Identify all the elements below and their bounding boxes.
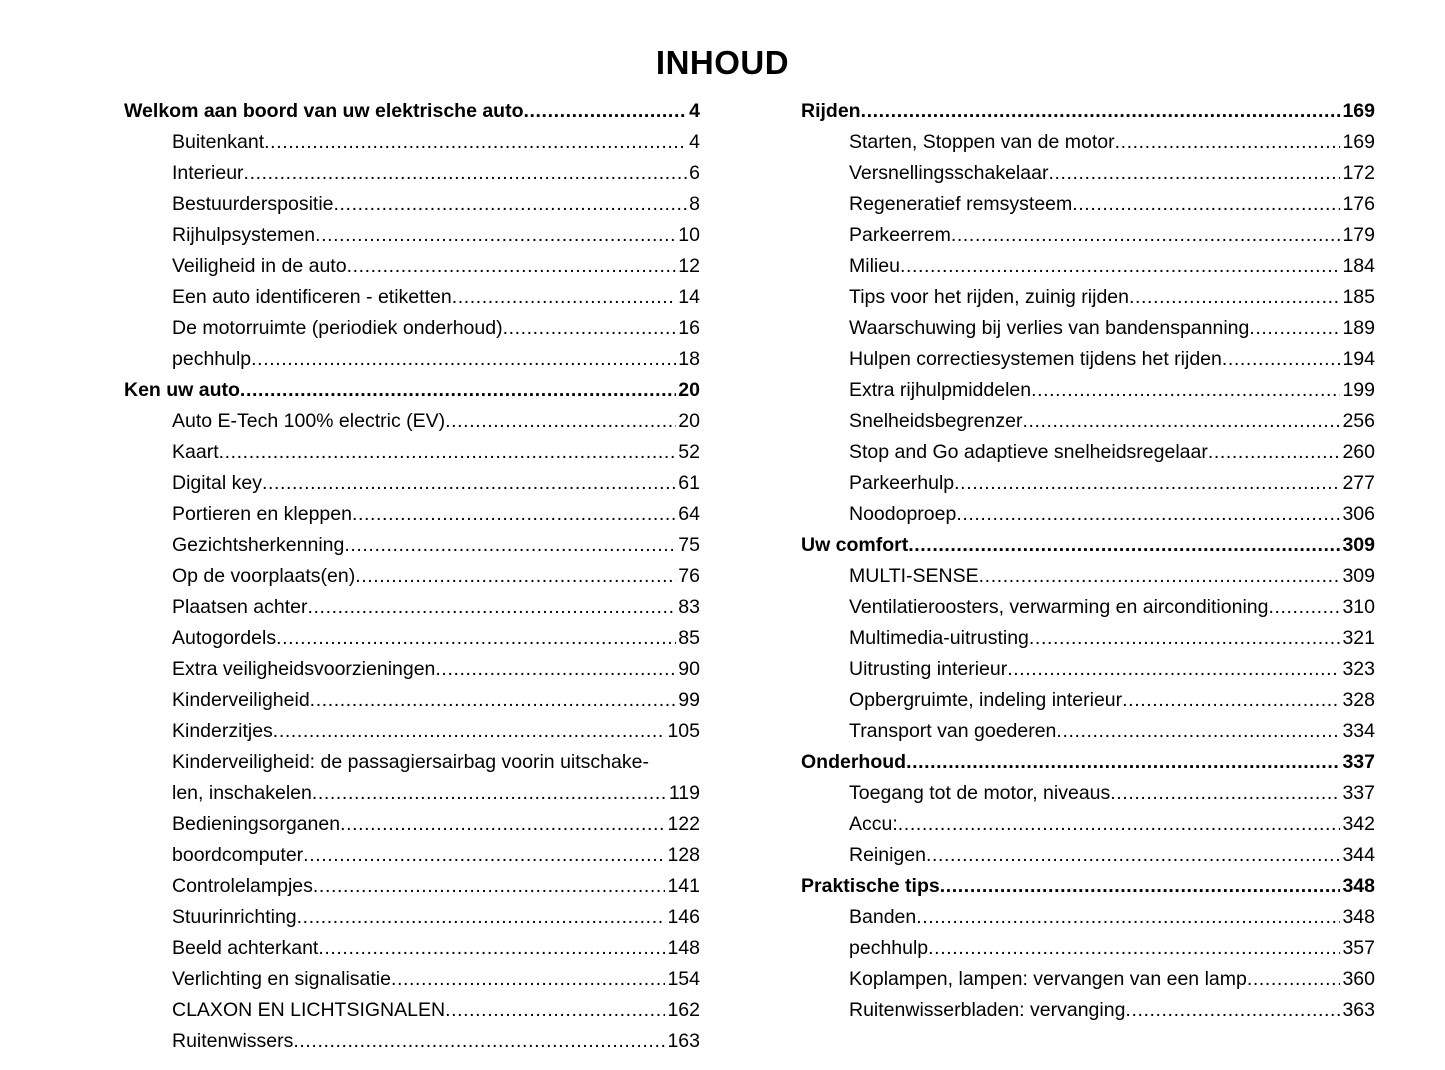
dot-leader bbox=[445, 1001, 665, 1021]
toc-entry-page-number: 20 bbox=[678, 410, 700, 432]
toc-entry-label: Controlelampjes bbox=[172, 875, 313, 897]
dot-leader bbox=[1125, 1001, 1340, 1021]
dot-leader bbox=[954, 474, 1340, 494]
toc-entry-label: Buitenkant bbox=[172, 131, 265, 153]
dot-leader bbox=[1208, 443, 1341, 463]
toc-sub-entry[interactable] bbox=[124, 561, 700, 592]
dot-leader bbox=[313, 877, 666, 897]
dot-leader bbox=[900, 257, 1341, 277]
toc-entry-label: Regeneratief remsysteem bbox=[849, 193, 1073, 215]
toc-entry-label: Een auto identificeren - etiketten bbox=[172, 286, 452, 308]
toc-entry-page-number: 194 bbox=[1342, 348, 1375, 370]
toc-sub-entry[interactable] bbox=[124, 1026, 700, 1057]
dot-leader bbox=[308, 598, 677, 618]
toc-entry-page-number: 18 bbox=[678, 348, 700, 370]
toc-section-entry[interactable] bbox=[124, 96, 700, 127]
toc-sub-entry[interactable] bbox=[124, 685, 700, 716]
toc-entry-page-number: 310 bbox=[1342, 596, 1375, 618]
toc-entry-label: Rijhulpsystemen bbox=[172, 224, 316, 246]
dot-leader bbox=[928, 939, 1340, 959]
dot-leader bbox=[251, 350, 676, 370]
toc-sub-entry[interactable] bbox=[801, 251, 1375, 282]
toc-entry-page-number: 277 bbox=[1342, 472, 1375, 494]
toc-entry-page-number: 169 bbox=[1342, 131, 1375, 153]
toc-sub-entry[interactable] bbox=[801, 561, 1375, 592]
dot-leader bbox=[352, 505, 676, 525]
toc-entry-label: Toegang tot de motor, niveaus bbox=[849, 782, 1111, 804]
dot-leader bbox=[435, 660, 676, 680]
dot-leader bbox=[1122, 691, 1340, 711]
toc-entry-label: MULTI-SENSE bbox=[849, 565, 979, 587]
toc-entry-page-number: 363 bbox=[1342, 999, 1375, 1021]
toc-entry-page-number: 99 bbox=[678, 689, 700, 711]
dot-leader bbox=[293, 1032, 665, 1052]
toc-sub-entry[interactable] bbox=[124, 158, 700, 189]
toc-entry-page-number: 169 bbox=[1342, 100, 1375, 122]
toc-sub-entry[interactable] bbox=[124, 654, 700, 685]
toc-entry-page-number: 337 bbox=[1342, 782, 1375, 804]
toc-column-right bbox=[722, 96, 1445, 1026]
dot-leader bbox=[916, 908, 1340, 928]
toc-sub-entry[interactable] bbox=[801, 344, 1375, 375]
toc-entry-page-number: 184 bbox=[1342, 255, 1375, 277]
toc-entry-label: Op de voorplaats(en) bbox=[172, 565, 356, 587]
toc-entry-label: Hulpen correctiesystemen tijdens het rijden bbox=[849, 348, 1222, 370]
toc-entry-page-number: 85 bbox=[678, 627, 700, 649]
dot-leader bbox=[310, 691, 677, 711]
toc-entry-label: Ruitenwisserbladen: vervanging bbox=[849, 999, 1126, 1021]
toc-entry-label: pechhulp bbox=[172, 348, 252, 370]
toc-entry-label: Banden bbox=[849, 906, 917, 928]
toc-entry-label: Accu: bbox=[849, 813, 898, 835]
toc-entry-label: Versnellingsschakelaar bbox=[849, 162, 1049, 184]
toc-entry-label: pechhulp bbox=[849, 937, 929, 959]
toc-entry-label: Tips voor het rijden, zuinig rijden bbox=[849, 286, 1129, 308]
toc-entry-page-number: 342 bbox=[1342, 813, 1375, 835]
toc-entry-label: Snelheidsbegrenzer bbox=[849, 410, 1023, 432]
dot-leader bbox=[1022, 412, 1340, 432]
toc-sub-entry[interactable] bbox=[124, 499, 700, 530]
dot-leader bbox=[906, 753, 1340, 773]
toc-entry-label: Auto E-Tech 100% electric (EV) bbox=[172, 410, 446, 432]
dot-leader bbox=[219, 443, 677, 463]
toc-sub-entry[interactable] bbox=[801, 127, 1375, 158]
toc-entry-label: Verlichting en signalisatie bbox=[172, 968, 391, 990]
toc-entry-label: Transport van goederen bbox=[849, 720, 1057, 742]
toc-entry-label: CLAXON EN LICHTSIGNALEN bbox=[172, 999, 446, 1021]
toc-entry-label: Noodoproep bbox=[849, 503, 957, 525]
dot-leader bbox=[1007, 660, 1340, 680]
toc-entry-label: Digital key bbox=[172, 472, 262, 494]
toc-entry-page-number: 105 bbox=[667, 720, 700, 742]
toc-sub-entry[interactable] bbox=[124, 871, 700, 902]
toc-entry-label: Koplampen, lampen: vervangen van een lamp bbox=[849, 968, 1247, 990]
toc-entry-label: Veiligheid in de auto bbox=[172, 255, 347, 277]
toc-entry-page-number: 141 bbox=[667, 875, 700, 897]
toc-section-entry[interactable] bbox=[801, 747, 1375, 778]
toc-entry-page-number: 20 bbox=[678, 379, 700, 401]
toc-entry-page-number: 321 bbox=[1342, 627, 1375, 649]
toc-sub-entry[interactable] bbox=[801, 158, 1375, 189]
toc-sub-entry[interactable] bbox=[124, 716, 700, 747]
toc-entry-label: Extra rijhulpmiddelen bbox=[849, 379, 1032, 401]
toc-entry-label: Reinigen bbox=[849, 844, 926, 866]
dot-leader bbox=[303, 846, 665, 866]
dot-leader bbox=[347, 257, 677, 277]
toc-entry-label: Ken uw auto bbox=[124, 379, 240, 401]
toc-entry-label: Kinderzitjes bbox=[172, 720, 273, 742]
toc-entry-label: Bestuurderspositie bbox=[172, 193, 334, 215]
toc-entry-page-number: 337 bbox=[1342, 751, 1375, 773]
dot-leader bbox=[1222, 350, 1341, 370]
toc-sub-entry[interactable] bbox=[124, 840, 700, 871]
dot-leader bbox=[951, 226, 1341, 246]
toc-sub-entry[interactable] bbox=[124, 623, 700, 654]
toc-sub-entry[interactable] bbox=[801, 964, 1375, 995]
toc-entry-page-number: 176 bbox=[1342, 193, 1375, 215]
toc-entry-label: len, inschakelen bbox=[172, 782, 312, 804]
toc-sub-entry[interactable] bbox=[801, 716, 1375, 747]
toc-sub-entry[interactable] bbox=[124, 468, 700, 499]
toc-sub-entry[interactable] bbox=[801, 809, 1375, 840]
toc-sub-entry[interactable] bbox=[801, 840, 1375, 871]
toc-entry-page-number: 328 bbox=[1342, 689, 1375, 711]
toc-sub-entry[interactable] bbox=[124, 313, 700, 344]
dot-leader bbox=[344, 536, 676, 556]
toc-entry-label: Ruitenwissers bbox=[172, 1030, 294, 1052]
dot-leader bbox=[355, 567, 676, 587]
dot-leader bbox=[276, 629, 676, 649]
dot-leader bbox=[391, 970, 665, 990]
toc-section-entry[interactable] bbox=[801, 871, 1375, 902]
toc-entry-label: Waarschuwing bij verlies van bandenspanning bbox=[849, 317, 1250, 339]
toc-sub-entry[interactable] bbox=[801, 933, 1375, 964]
toc-entry-page-number: 179 bbox=[1342, 224, 1375, 246]
toc-sub-entry[interactable] bbox=[801, 778, 1375, 809]
toc-sub-entry[interactable] bbox=[124, 747, 700, 809]
toc-entry-page-number: 154 bbox=[667, 968, 700, 990]
toc-entry-page-number: 6 bbox=[689, 162, 700, 184]
toc-entry-page-number: 323 bbox=[1342, 658, 1375, 680]
toc-entry-continuation bbox=[172, 778, 700, 809]
toc-entry-page-number: 185 bbox=[1342, 286, 1375, 308]
dot-leader bbox=[334, 195, 688, 215]
toc-entry-page-number: 61 bbox=[678, 472, 700, 494]
dot-leader bbox=[1029, 629, 1341, 649]
dot-leader bbox=[1129, 288, 1340, 308]
toc-entry-label: Interieur bbox=[172, 162, 244, 184]
dot-leader bbox=[1072, 195, 1340, 215]
toc-entry-label: Rijden bbox=[801, 100, 861, 122]
dot-leader bbox=[1056, 722, 1340, 742]
toc-sub-entry[interactable] bbox=[801, 468, 1375, 499]
dot-leader bbox=[1048, 164, 1340, 184]
toc-entry-label: Uw comfort bbox=[801, 534, 909, 556]
toc-entry-page-number: 4 bbox=[689, 131, 700, 153]
toc-entry-page-number: 189 bbox=[1342, 317, 1375, 339]
toc-sub-entry[interactable] bbox=[124, 964, 700, 995]
toc-sub-entry[interactable] bbox=[124, 933, 700, 964]
dot-leader bbox=[1247, 970, 1341, 990]
toc-sub-entry[interactable] bbox=[124, 282, 700, 313]
toc-entry-page-number: 75 bbox=[678, 534, 700, 556]
toc-entry-label: Kinderveiligheid: de passagiersairbag voorin uitschake- bbox=[172, 751, 649, 773]
toc-entry-page-number: 360 bbox=[1342, 968, 1375, 990]
toc-sub-entry[interactable] bbox=[801, 220, 1375, 251]
toc-entry-label: Onderhoud bbox=[801, 751, 907, 773]
dot-leader bbox=[503, 319, 677, 339]
dot-leader bbox=[297, 908, 666, 928]
toc-entry-label: boordcomputer bbox=[172, 844, 304, 866]
toc-entry-label: Beeld achterkant bbox=[172, 937, 319, 959]
toc-sub-entry[interactable] bbox=[801, 623, 1375, 654]
toc-entry-page-number: 309 bbox=[1342, 534, 1375, 556]
toc-entry-label: Multimedia-uitrusting bbox=[849, 627, 1029, 649]
table-of-contents bbox=[0, 96, 1445, 1057]
dot-leader bbox=[1110, 784, 1340, 804]
toc-entry-label: Portieren en kleppen bbox=[172, 503, 352, 525]
toc-entry-page-number: 256 bbox=[1342, 410, 1375, 432]
toc-entry-page-number: 122 bbox=[667, 813, 700, 835]
toc-sub-entry[interactable] bbox=[124, 995, 700, 1026]
toc-sub-entry[interactable] bbox=[124, 220, 700, 251]
toc-entry-page-number: 357 bbox=[1342, 937, 1375, 959]
dot-leader bbox=[340, 815, 665, 835]
toc-entry-label: Milieu bbox=[849, 255, 900, 277]
toc-section-entry[interactable] bbox=[801, 530, 1375, 561]
dot-leader bbox=[940, 877, 1341, 897]
toc-sub-entry[interactable] bbox=[801, 685, 1375, 716]
toc-sub-entry[interactable] bbox=[124, 809, 700, 840]
dot-leader bbox=[240, 381, 676, 401]
toc-sub-entry[interactable] bbox=[801, 375, 1375, 406]
toc-entry-page-number: 260 bbox=[1342, 441, 1375, 463]
toc-sub-entry[interactable] bbox=[124, 902, 700, 933]
toc-entry-label: Gezichtsherkenning bbox=[172, 534, 345, 556]
toc-entry-label: Stuurinrichting bbox=[172, 906, 297, 928]
toc-entry-page-number: 10 bbox=[678, 224, 700, 246]
toc-entry-page-number: 90 bbox=[678, 658, 700, 680]
toc-entry-page-number: 163 bbox=[667, 1030, 700, 1052]
toc-sub-entry[interactable] bbox=[801, 995, 1375, 1026]
dot-leader bbox=[1268, 598, 1340, 618]
toc-entry-label: De motorruimte (periodiek onderhoud) bbox=[172, 317, 503, 339]
toc-entry-label: Extra veiligheidsvoorzieningen bbox=[172, 658, 436, 680]
dot-leader bbox=[312, 784, 667, 804]
toc-sub-entry[interactable] bbox=[801, 313, 1375, 344]
toc-entry-page-number: 344 bbox=[1342, 844, 1375, 866]
toc-entry-label: Praktische tips bbox=[801, 875, 940, 897]
toc-entry-page-number: 334 bbox=[1342, 720, 1375, 742]
dot-leader bbox=[926, 846, 1340, 866]
toc-entry-label: Starten, Stoppen van de motor bbox=[849, 131, 1115, 153]
toc-entry-page-number: 8 bbox=[689, 193, 700, 215]
toc-entry-page-number: 4 bbox=[689, 100, 700, 122]
toc-sub-entry[interactable] bbox=[124, 592, 700, 623]
toc-sub-entry[interactable] bbox=[124, 406, 700, 437]
toc-entry-label: Bedieningsorganen bbox=[172, 813, 341, 835]
toc-entry-label: Autogordels bbox=[172, 627, 277, 649]
toc-entry-page-number: 148 bbox=[667, 937, 700, 959]
toc-sub-entry[interactable] bbox=[801, 654, 1375, 685]
dot-leader bbox=[524, 102, 688, 122]
toc-entry-page-number: 348 bbox=[1342, 906, 1375, 928]
toc-entry-page-number: 119 bbox=[668, 782, 700, 804]
toc-entry-page-number: 146 bbox=[667, 906, 700, 928]
dot-leader bbox=[1031, 381, 1340, 401]
toc-entry-page-number: 162 bbox=[667, 999, 700, 1021]
dot-leader bbox=[861, 102, 1341, 122]
toc-entry-label: Kaart bbox=[172, 441, 219, 463]
toc-entry-page-number: 64 bbox=[678, 503, 700, 525]
dot-leader bbox=[445, 412, 676, 432]
dot-leader bbox=[315, 226, 676, 246]
toc-entry-label: Plaatsen achter bbox=[172, 596, 308, 618]
toc-entry-page-number: 306 bbox=[1342, 503, 1375, 525]
toc-column-left bbox=[0, 96, 722, 1057]
dot-leader bbox=[1115, 133, 1341, 153]
toc-entry-label: Stop and Go adaptieve snelheidsregelaar bbox=[849, 441, 1208, 463]
toc-sub-entry[interactable] bbox=[124, 437, 700, 468]
dot-leader bbox=[262, 474, 676, 494]
toc-sub-entry[interactable] bbox=[801, 499, 1375, 530]
toc-sub-entry[interactable] bbox=[801, 189, 1375, 220]
toc-entry-page-number: 52 bbox=[678, 441, 700, 463]
toc-entry-page-number: 128 bbox=[667, 844, 700, 866]
toc-sub-entry[interactable] bbox=[124, 127, 700, 158]
dot-leader bbox=[956, 505, 1340, 525]
toc-entry-label: Welkom aan boord van uw elektrische auto bbox=[124, 100, 524, 122]
toc-entry-label: Opbergruimte, indeling interieur bbox=[849, 689, 1123, 711]
dot-leader bbox=[318, 939, 665, 959]
toc-entry-page-number: 16 bbox=[678, 317, 700, 339]
toc-entry-label: Parkeerhulp bbox=[849, 472, 955, 494]
toc-entry-label: Ventilatieroosters, verwarming en airconditioning bbox=[849, 596, 1269, 618]
dot-leader bbox=[273, 722, 666, 742]
toc-entry-page-number: 76 bbox=[678, 565, 700, 587]
toc-sub-entry[interactable] bbox=[124, 344, 700, 375]
toc-sub-entry[interactable] bbox=[124, 251, 700, 282]
toc-entry-page-number: 172 bbox=[1342, 162, 1375, 184]
toc-entry-page-number: 14 bbox=[678, 286, 700, 308]
toc-entry-page-number: 348 bbox=[1342, 875, 1375, 897]
page-title: INHOUD bbox=[655, 44, 790, 82]
toc-sub-entry[interactable] bbox=[801, 437, 1375, 468]
dot-leader bbox=[1249, 319, 1340, 339]
toc-section-entry[interactable] bbox=[124, 375, 700, 406]
dot-leader bbox=[898, 815, 1341, 835]
dot-leader bbox=[244, 164, 688, 184]
toc-entry-page-number: 12 bbox=[678, 255, 700, 277]
toc-sub-entry[interactable] bbox=[124, 530, 700, 561]
toc-entry-label: Kinderveiligheid bbox=[172, 689, 310, 711]
toc-sub-entry[interactable] bbox=[801, 406, 1375, 437]
toc-sub-entry[interactable] bbox=[124, 189, 700, 220]
toc-entry-page-number: 309 bbox=[1342, 565, 1375, 587]
dot-leader bbox=[979, 567, 1341, 587]
toc-entry-page-number: 83 bbox=[678, 596, 700, 618]
dot-leader bbox=[264, 133, 687, 153]
toc-entry-label: Parkeerrem bbox=[849, 224, 951, 246]
dot-leader bbox=[908, 536, 1340, 556]
dot-leader bbox=[452, 288, 677, 308]
toc-entry-page-number: 199 bbox=[1342, 379, 1375, 401]
toc-sub-entry[interactable] bbox=[801, 902, 1375, 933]
toc-sub-entry[interactable] bbox=[801, 592, 1375, 623]
toc-section-entry[interactable] bbox=[801, 96, 1375, 127]
toc-sub-entry[interactable] bbox=[801, 282, 1375, 313]
toc-entry-label: Uitrusting interieur bbox=[849, 658, 1008, 680]
